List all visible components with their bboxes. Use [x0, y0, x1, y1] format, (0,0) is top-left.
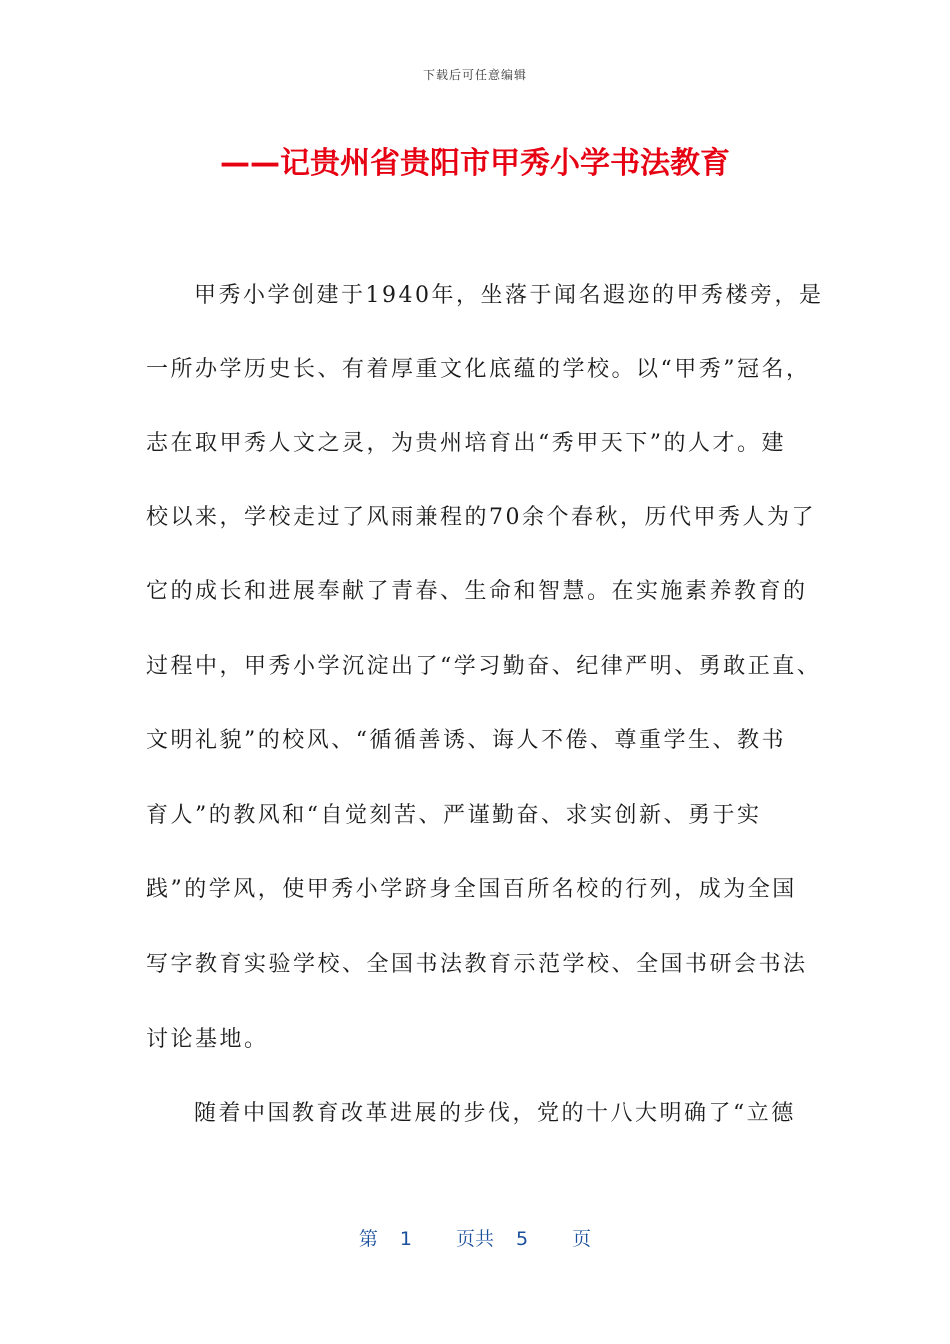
footer-page-number: 1	[399, 1228, 412, 1250]
footer-middle: 页共	[455, 1228, 494, 1250]
body-line: 志在取甲秀人文之灵，为贵州培育出“秀甲天下”的人才。建	[146, 431, 786, 456]
page-footer	[0, 1224, 950, 1251]
header-note: 下载后可任意编辑	[422, 68, 527, 82]
footer-suffix: 页	[572, 1228, 592, 1250]
body-line: 践”的学风，使甲秀小学跻身全国百所名校的行列，成为全国	[146, 877, 797, 902]
document-title: ——记贵州省贵阳市甲秀小学书法教育	[220, 146, 730, 181]
body-line: 写字教育实验学校、全国书法教育示范学校、全国书研会书法	[146, 952, 808, 977]
body-line: 育人”的教风和“自觉刻苦、严谨勤奋、求实创新、勇于实	[146, 803, 762, 828]
body-line: 随着中国教育改革进展的步伐，党的十八大明确了“立德	[194, 1101, 796, 1126]
body-line: 它的成长和进展奉献了青春、生命和智慧。在实施素养教育的	[146, 579, 808, 604]
body-line: 甲秀小学创建于1940年，坐落于闻名遐迩的甲秀楼旁，是	[194, 283, 824, 308]
footer-total-pages: 5	[516, 1228, 529, 1250]
body-line: 文明礼貌”的校风、“循循善诱、诲人不倦、尊重学生、教书	[146, 728, 786, 753]
footer-prefix: 第	[358, 1228, 378, 1250]
body-line: 讨论基地。	[146, 1027, 269, 1052]
body-line: 过程中，甲秀小学沉淀出了“学习勤奋、纪律严明、勇敢正直、	[146, 654, 822, 679]
body-line: 一所办学历史长、有着厚重文化底蕴的学校。以“甲秀”冠名，	[146, 357, 811, 382]
body-line: 校以来，学校走过了风雨兼程的70余个春秋，历代甲秀人为了	[146, 505, 816, 530]
